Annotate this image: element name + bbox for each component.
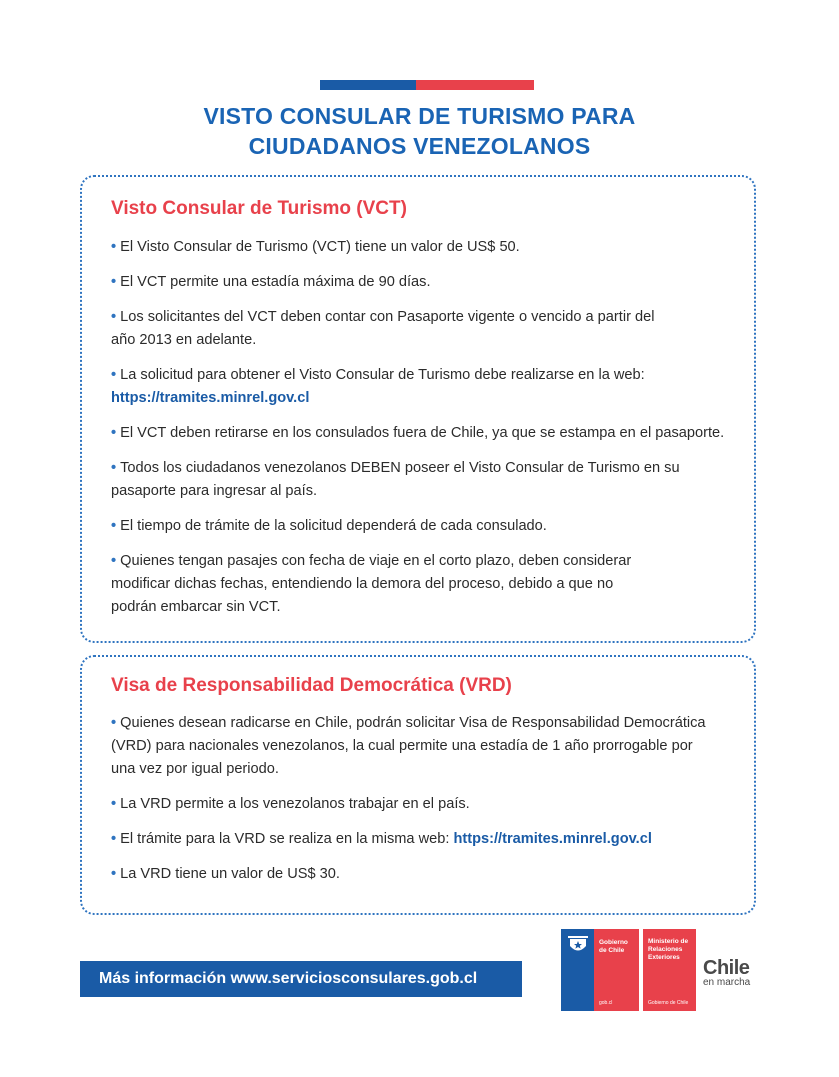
bullet-icon: • xyxy=(111,866,117,882)
ministerio-line3: Exteriores xyxy=(648,954,680,961)
bullet-icon: • xyxy=(111,239,117,255)
ministerio-line1: Ministerio de xyxy=(648,938,689,945)
bullet-icon: • xyxy=(111,831,117,847)
bullet-icon: • xyxy=(111,367,117,383)
list-item-text: Todos los ciudadanos venezolanos DEBEN poseer el Visto Consular de Turismo en su xyxy=(120,460,680,476)
tramites-link[interactable]: https://tramites.minrel.gov.cl xyxy=(453,831,652,847)
list-item xyxy=(111,550,726,619)
bullet-icon: • xyxy=(111,425,117,441)
ministerio-line2: Relaciones xyxy=(648,946,683,953)
ministerio-relaciones-exteriores-logo xyxy=(643,929,696,1011)
list-item-text: La VRD tiene un valor de US$ 30. xyxy=(120,866,340,882)
bullet-icon: • xyxy=(111,715,117,731)
vrd-section-title: Visa de Responsabilidad Democrática (VRD) xyxy=(111,675,512,696)
list-item-text-cont: una vez por igual periodo. xyxy=(111,761,279,777)
gobierno-de-chile-logo xyxy=(561,929,639,1011)
chile-brand-text: Chile xyxy=(703,957,750,979)
accent-blue-segment xyxy=(320,80,416,90)
vct-section-title: Visto Consular de Turismo (VCT) xyxy=(111,198,407,219)
list-item xyxy=(111,364,726,410)
bullet-icon: • xyxy=(111,309,117,325)
list-item-text: El Visto Consular de Turismo (VCT) tiene un valor de US$ 50. xyxy=(120,239,520,255)
list-item xyxy=(111,422,726,445)
list-item-text: El tiempo de trámite de la solicitud dependerá de cada consulado. xyxy=(120,518,547,534)
list-item-text: Quienes tengan pasajes con fecha de viaje en el corto plazo, deben considerar xyxy=(120,553,632,569)
en-marcha-text: en marcha xyxy=(703,977,751,988)
chile-en-marcha-logo xyxy=(703,958,750,988)
accent-red-segment xyxy=(416,80,534,90)
chile-coat-of-arms-icon xyxy=(567,935,589,955)
list-item-text-cont: podrán embarcar sin VCT. xyxy=(111,599,281,615)
list-item-text-cont: año 2013 en adelante. xyxy=(111,332,257,348)
list-item-text: La VRD permite a los venezolanos trabajar en el país. xyxy=(120,796,470,812)
bullet-icon: • xyxy=(111,274,117,290)
list-item-text: El trámite para la VRD se realiza en la misma web: xyxy=(120,831,454,847)
tramites-link[interactable]: https://tramites.minrel.gov.cl xyxy=(111,390,310,406)
gobierno-line2: de Chile xyxy=(599,947,625,954)
bullet-icon: • xyxy=(111,553,117,569)
list-item-text: El VCT permite una estadía máxima de 90 días. xyxy=(120,274,431,290)
list-item-text: El VCT deben retirarse en los consulados fuera de Chile, ya que se estampa en el pasaporte. xyxy=(120,425,725,441)
list-item-text: Quienes desean radicarse en Chile, podrán solicitar Visa de Responsabilidad Democrática xyxy=(120,715,706,731)
top-accent-bar xyxy=(320,80,534,90)
page-title-line1: VISTO CONSULAR DE TURISMO PARA xyxy=(203,103,636,129)
bullet-icon: • xyxy=(111,460,117,476)
list-item-text: Los solicitantes del VCT deben contar con Pasaporte vigente o vencido a partir del xyxy=(120,309,655,325)
list-item xyxy=(111,793,726,816)
vrd-section xyxy=(80,655,756,915)
more-info-banner[interactable]: Más información www.serviciosconsulares.gob.cl xyxy=(80,961,522,997)
bullet-icon: • xyxy=(111,518,117,534)
list-item-text-cont: pasaporte para ingresar al país. xyxy=(111,483,318,499)
list-item xyxy=(111,271,726,294)
page-title-line2: CIUDADANOS VENEZOLANOS xyxy=(248,133,591,159)
vct-section xyxy=(80,175,756,643)
list-item xyxy=(111,236,726,259)
list-item xyxy=(111,515,726,538)
list-item xyxy=(111,828,726,851)
list-item xyxy=(111,712,726,781)
list-item-text: La solicitud para obtener el Visto Consular de Turismo debe realizarse en la web: xyxy=(120,367,645,383)
list-item-text-cont: (VRD) para nacionales venezolanos, la cual permite una estadía de 1 año prorrogable por xyxy=(111,738,693,754)
bullet-icon: • xyxy=(111,796,117,812)
list-item xyxy=(111,863,726,886)
ministerio-small: Gobierno de Chile xyxy=(648,1000,689,1006)
list-item xyxy=(111,457,726,503)
list-item xyxy=(111,306,726,352)
gob-cl-label: gob.cl xyxy=(599,1000,613,1006)
gobierno-line1: Gobierno xyxy=(599,939,628,946)
page-title xyxy=(0,101,839,161)
list-item-text-cont: modificar dichas fechas, entendiendo la demora del proceso, debido a que no xyxy=(111,576,614,592)
